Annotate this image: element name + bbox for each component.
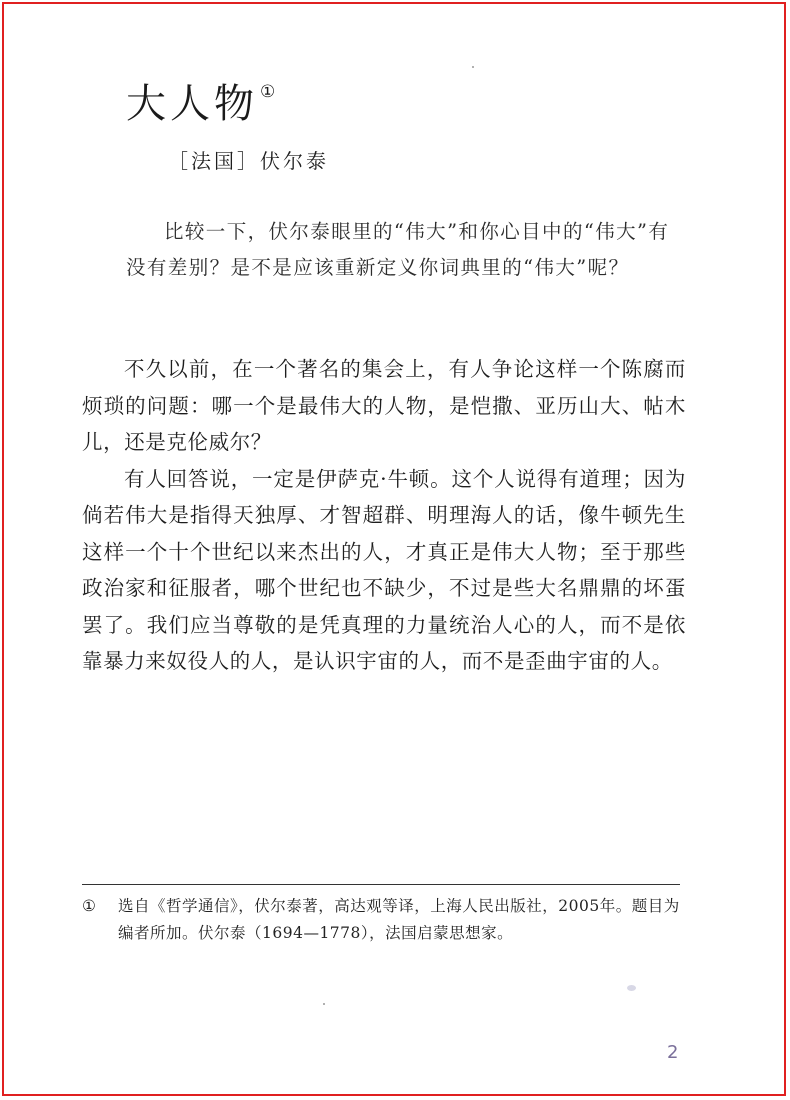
footnote	[82, 893, 682, 947]
title-footnote-marker: ①	[260, 81, 276, 102]
scan-speck	[472, 66, 474, 68]
author-byline: ［法国］伏尔泰	[168, 149, 329, 173]
body-paragraph: 有人回答说，一定是伊萨克·牛顿。这个人说得有道理；因为倘若伟大是指得天独厚、才智超群、明理海人的话，像牛顿先生这样一个十个世纪以来杰出的人，才真正是伟大人物；至于那些政治家和征服者，哪个世纪也不缺少，不过是些大名鼎鼎的坏蛋罢了。我们应当尊敬的是凭真理的力量统治人心的人，而不是依靠暴力来奴役人的人，是认识宇宙的人，而不是歪曲宇宙的人。	[82, 466, 686, 673]
footnote-marker: ①	[82, 897, 96, 915]
reading-prompt: 比较一下，伏尔泰眼里的“伟大”和你心目中的“伟大”有没有差别？是不是应该重新定义你词典里的“伟大”呢？	[126, 220, 670, 279]
footnote-divider	[82, 884, 680, 885]
title-text: 大人物	[126, 81, 258, 127]
article-title	[126, 72, 275, 129]
scan-speck	[323, 1003, 325, 1005]
scan-smudge	[627, 985, 636, 991]
body-paragraph: 不久以前，在一个著名的集会上，有人争论这样一个陈腐而烦琐的问题：哪一个是最伟大的人物，是恺撒、亚历山大、帖木儿，还是克伦威尔？	[82, 357, 686, 454]
page-number: 2	[667, 1042, 679, 1063]
article-body	[82, 351, 686, 680]
footnote-text: 选自《哲学通信》，伏尔泰著，高达观等译，上海人民出版社，2005年。题目为编者所加。伏尔泰（1694—1778），法国启蒙思想家。	[118, 897, 680, 942]
